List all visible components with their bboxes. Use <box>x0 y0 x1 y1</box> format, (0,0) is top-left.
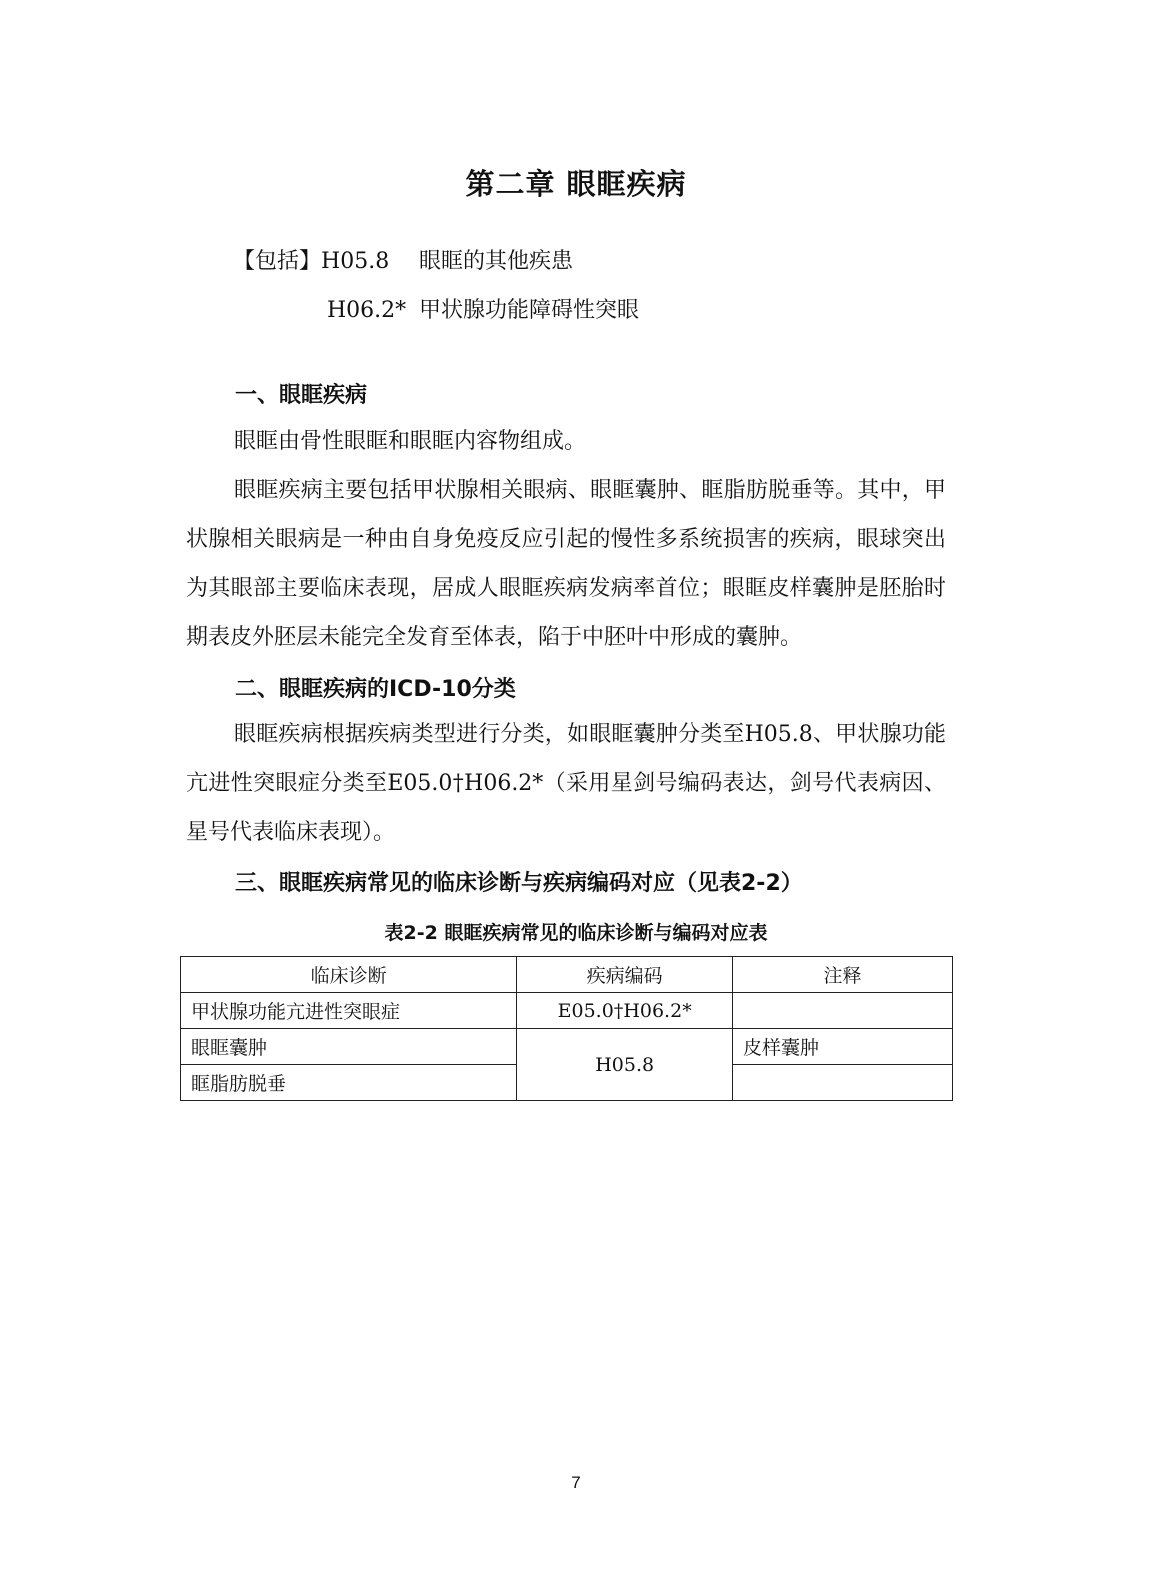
table-row <box>181 1029 953 1065</box>
column-header: 临床诊断 <box>181 957 517 993</box>
diagnosis-cell: 眶脂肪脱垂 <box>181 1065 517 1101</box>
diagnosis-code-table <box>180 956 953 1101</box>
table-caption: 表2-2 眼眶疾病常见的临床诊断与编码对应表 <box>384 922 768 944</box>
diagnosis-cell: 眼眶囊肿 <box>181 1029 517 1065</box>
includes-desc: 眼眶的其他疾患 <box>419 249 574 274</box>
paragraph: 眼眶由骨性眼眶和眼眶内容物组成。 <box>234 429 587 454</box>
includes-code: H06.2* <box>327 298 407 323</box>
diagnosis-cell: 甲状腺功能亢进性突眼症 <box>181 993 517 1029</box>
section-heading-2: 二、眼眶疾病的ICD-10分类 <box>235 677 516 702</box>
includes-label: 【包括】 <box>233 249 322 274</box>
chapter-title: 第二章 眼眶疾病 <box>465 167 687 201</box>
note-cell <box>733 1065 953 1101</box>
code-cell: E05.0†H06.2* <box>517 993 733 1029</box>
section-heading-1: 一、眼眶疾病 <box>235 383 368 408</box>
table-header-row <box>181 957 953 993</box>
includes-line-1 <box>233 247 573 277</box>
column-header: 疾病编码 <box>517 957 733 993</box>
includes-desc: 甲状腺功能障碍性突眼 <box>419 298 640 323</box>
section-heading-3: 三、眼眶疾病常见的临床诊断与疾病编码对应（见表2-2） <box>235 871 803 896</box>
includes-code: H05.8 <box>321 249 390 274</box>
column-header: 注释 <box>733 957 953 993</box>
code-cell: H05.8 <box>517 1029 733 1101</box>
note-cell <box>733 993 953 1029</box>
table-row <box>181 993 953 1029</box>
paragraph: 眼眶疾病主要包括甲状腺相关眼病、眼眶囊肿、眶脂肪脱垂等。其中，甲状腺相关眼病是一种由自身免疫反应引起的慢性多系统损害的疾病，眼球突出为其眼部主要临床表现，居成人眼眶疾病发病率首位；眼眶皮样囊肿是胚胎时期表皮外胚层未能完全发育至体表，陷于中胚叶中形成的囊肿。 <box>186 478 946 650</box>
paragraph: 眼眶疾病根据疾病类型进行分类，如眼眶囊肿分类至H05.8、甲状腺功能亢进性突眼症分类至E05.0†H06.2*（采用星剑号编码表达，剑号代表病因、星号代表临床表现）。 <box>186 722 946 845</box>
includes-line-2 <box>327 296 639 326</box>
note-cell: 皮样囊肿 <box>733 1029 953 1065</box>
page-number: 7 <box>571 1473 581 1492</box>
